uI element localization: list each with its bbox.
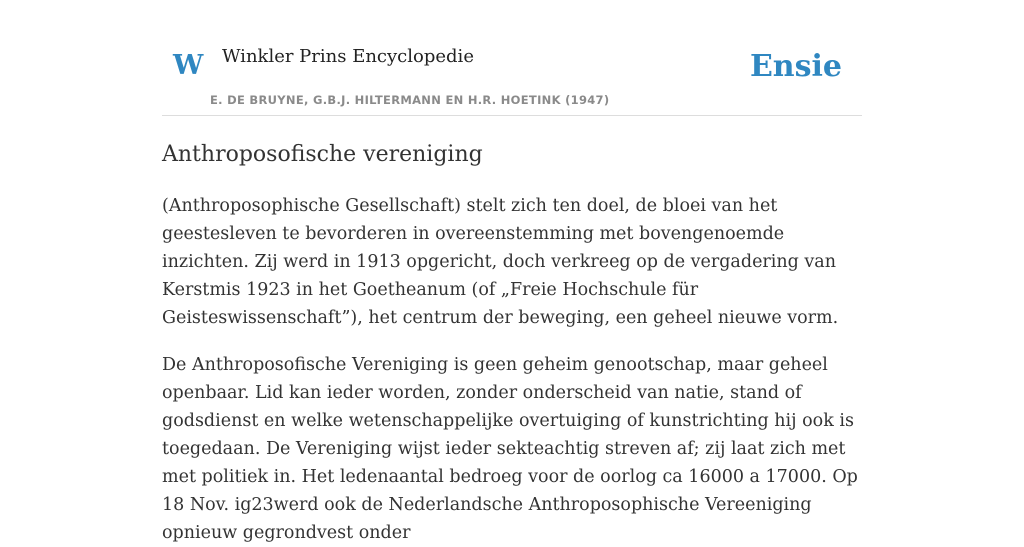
article-title: Anthroposofische vereniging — [162, 142, 483, 167]
article-paragraph: (Anthroposophische Gesellschaft) stelt zich ten doel, de bloei van het geestesleven te bevorderen in overeenstemming met bovengenoemde inzichten. Zij werd in 1913 opgericht, doch verkreeg op de vergadering van Kerstmis 1923 in het Goetheanum (of „Freie Hochschule für Geisteswissenschaft”), het centrum der beweging, een geheel nieuwe vorm. — [162, 196, 839, 328]
publication-title[interactable]: Winkler Prins Encyclopedie — [222, 46, 474, 67]
ensie-brand-logo[interactable]: Ensie — [749, 49, 842, 84]
authors-line: E. DE BRUYNE, G.B.J. HILTERMANN EN H.R. HOETINK (1947) — [210, 93, 610, 107]
article — [162, 139, 864, 547]
site-header — [162, 0, 862, 116]
encyclopedia-logo-icon[interactable]: W — [173, 50, 204, 81]
article-paragraph: De Anthroposofische Vereniging is geen geheim genootschap, maar geheel openbaar. Lid kan ieder worden, zonder onderscheid van natie, stand of godsdienst en welke wetenschappelijke overtuiging of kunstrichting hij ook is toegedaan. De Vereniging wijst ieder sekteachtig streven af; zij laat zich met met politiek in. Het ledenaantal bedroeg voor de oorlog ca 16000 a 17000. Op 18 Nov. ig23werd ook de Nederlandsche Anthroposophische Vereeniging opnieuw gegrondvest onder — [162, 355, 858, 543]
